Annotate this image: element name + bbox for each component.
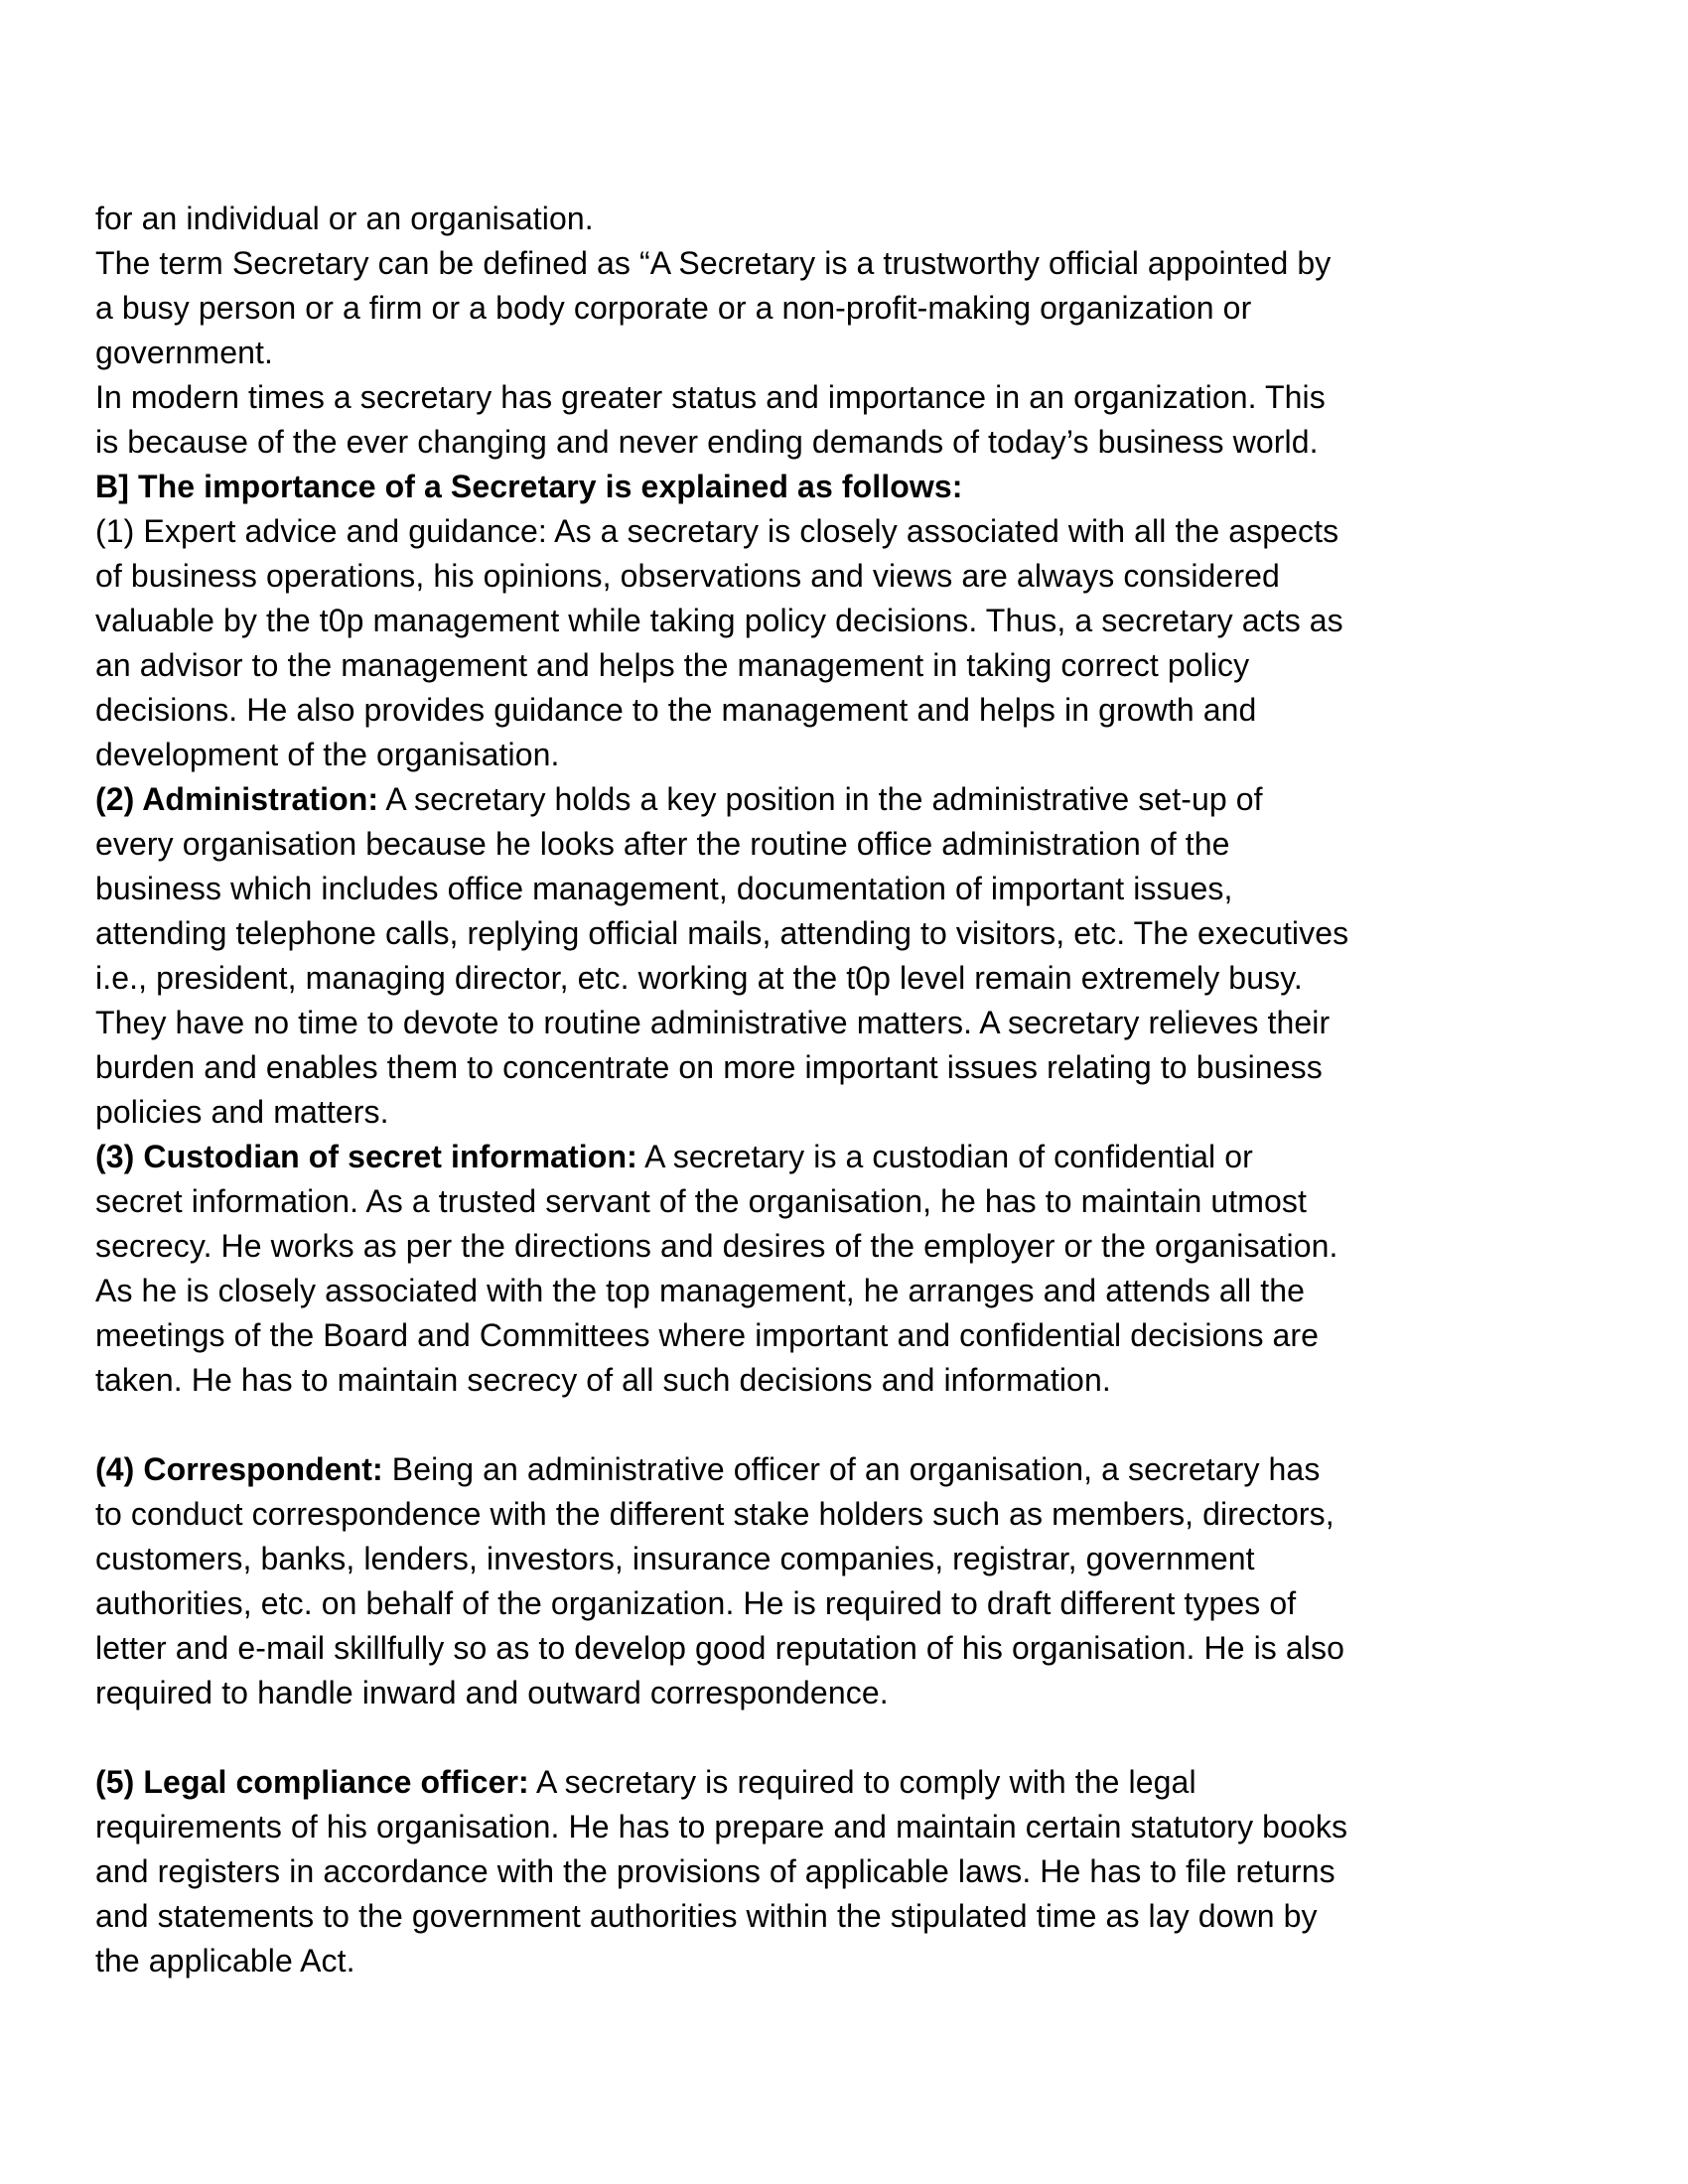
text-segment: taken. He has to maintain secrecy of all such decisions and information. <box>95 1362 1111 1398</box>
text-segment: and statements to the government authorities within the stipulated time as lay down by <box>95 1898 1318 1934</box>
text-line <box>95 688 1605 733</box>
text-line <box>95 643 1605 688</box>
text-segment: and registers in accordance with the provisions of applicable laws. He has to file returns <box>95 1853 1336 1889</box>
text-line <box>95 1581 1605 1626</box>
text-segment: development of the organisation. <box>95 737 560 772</box>
text-line <box>95 1001 1605 1045</box>
text-segment: customers, banks, lenders, investors, insurance companies, registrar, government <box>95 1541 1255 1576</box>
text-line <box>95 867 1605 911</box>
text-segment: authorities, etc. on behalf of the organization. He is required to draft different types of <box>95 1585 1297 1621</box>
text-segment: to conduct correspondence with the different stake holders such as members, directors, <box>95 1496 1335 1532</box>
text-line <box>95 1492 1605 1537</box>
text-segment: valuable by the t0p management while taking policy decisions. Thus, a secretary acts as <box>95 603 1343 638</box>
text-segment: secret information. As a trusted servant of the organisation, he has to maintain utmost <box>95 1183 1308 1219</box>
text-line <box>95 1894 1605 1939</box>
text-segment: i.e., president, managing director, etc. working at the t0p level remain extremely busy. <box>95 960 1303 996</box>
text-segment: every organisation because he looks after the routine office administration of the <box>95 826 1230 862</box>
text-line <box>95 777 1605 822</box>
text-line <box>95 1135 1605 1179</box>
text-segment: for an individual or an organisation. <box>95 201 594 236</box>
text-line <box>95 822 1605 867</box>
heading-segment: (5) Legal compliance officer: <box>95 1764 529 1800</box>
text-line <box>95 599 1605 643</box>
text-segment: Being an administrative officer of an organisation, a secretary has <box>382 1451 1321 1487</box>
text-segment: a busy person or a firm or a body corporate or a non-profit-making organization or <box>95 290 1252 326</box>
text-segment: secrecy. He works as per the directions and desires of the employer or the organisation. <box>95 1228 1338 1264</box>
text-line <box>95 1537 1605 1581</box>
text-segment: the applicable Act. <box>95 1943 355 1979</box>
text-line <box>95 1224 1605 1269</box>
text-line <box>95 1045 1605 1090</box>
document-content <box>95 197 1605 1983</box>
text-line <box>95 1805 1605 1849</box>
text-line <box>95 1447 1605 1492</box>
blank-line <box>95 1403 1605 1447</box>
text-segment: policies and matters. <box>95 1094 389 1130</box>
text-segment: letter and e-mail skillfully so as to develop good reputation of his organisation. He is also <box>95 1630 1344 1666</box>
text-segment: government. <box>95 335 273 370</box>
text-line <box>95 733 1605 777</box>
text-line <box>95 911 1605 956</box>
text-segment: They have no time to devote to routine administrative matters. A secretary relieves their <box>95 1005 1331 1040</box>
text-line <box>95 375 1605 420</box>
text-line <box>95 331 1605 375</box>
heading-segment: (2) Administration: <box>95 781 379 817</box>
text-segment: required to handle inward and outward correspondence. <box>95 1675 889 1710</box>
text-line <box>95 1939 1605 1983</box>
text-segment: In modern times a secretary has greater status and importance in an organization. This <box>95 379 1326 415</box>
text-line <box>95 1313 1605 1358</box>
text-segment: As he is closely associated with the top management, he arranges and attends all the <box>95 1273 1306 1308</box>
text-line <box>95 1090 1605 1135</box>
text-line <box>95 509 1605 554</box>
text-line <box>95 1849 1605 1894</box>
text-segment: (1) Expert advice and guidance: As a secretary is closely associated with all the aspects <box>95 513 1339 549</box>
text-line <box>95 1358 1605 1403</box>
heading-segment: (4) Correspondent: <box>95 1451 383 1487</box>
text-line <box>95 1760 1605 1805</box>
text-line <box>95 241 1605 286</box>
text-line <box>95 1626 1605 1671</box>
text-segment: meetings of the Board and Committees where important and confidential decisions are <box>95 1317 1320 1353</box>
text-line <box>95 1269 1605 1313</box>
heading-segment: (3) Custodian of secret information: <box>95 1139 637 1174</box>
text-segment: requirements of his organisation. He has to prepare and maintain certain statutory books <box>95 1809 1348 1844</box>
text-segment: A secretary is a custodian of confidential or <box>636 1139 1253 1174</box>
text-line <box>95 286 1605 331</box>
text-segment: an advisor to the management and helps the management in taking correct policy <box>95 647 1250 683</box>
text-segment: A secretary is required to comply with the legal <box>528 1764 1196 1800</box>
text-line <box>95 420 1605 465</box>
text-line <box>95 956 1605 1001</box>
text-line <box>95 554 1605 599</box>
text-segment: business which includes office management, documentation of important issues, <box>95 871 1233 906</box>
text-segment: The term Secretary can be defined as “A Secretary is a trustworthy official appointed by <box>95 245 1332 281</box>
text-segment: A secretary holds a key position in the administrative set-up of <box>378 781 1263 817</box>
text-segment: of business operations, his opinions, observations and views are always considered <box>95 558 1280 594</box>
text-line <box>95 197 1605 241</box>
heading-segment: B] The importance of a Secretary is explained as follows: <box>95 469 963 504</box>
blank-line <box>95 1715 1605 1760</box>
text-line <box>95 1179 1605 1224</box>
text-line <box>95 465 1605 509</box>
text-line <box>95 1671 1605 1715</box>
text-segment: attending telephone calls, replying official mails, attending to visitors, etc. The executives <box>95 915 1349 951</box>
text-segment: burden and enables them to concentrate on more important issues relating to business <box>95 1049 1323 1085</box>
text-segment: is because of the ever changing and never ending demands of today’s business world. <box>95 424 1319 460</box>
text-segment: decisions. He also provides guidance to the management and helps in growth and <box>95 692 1257 728</box>
